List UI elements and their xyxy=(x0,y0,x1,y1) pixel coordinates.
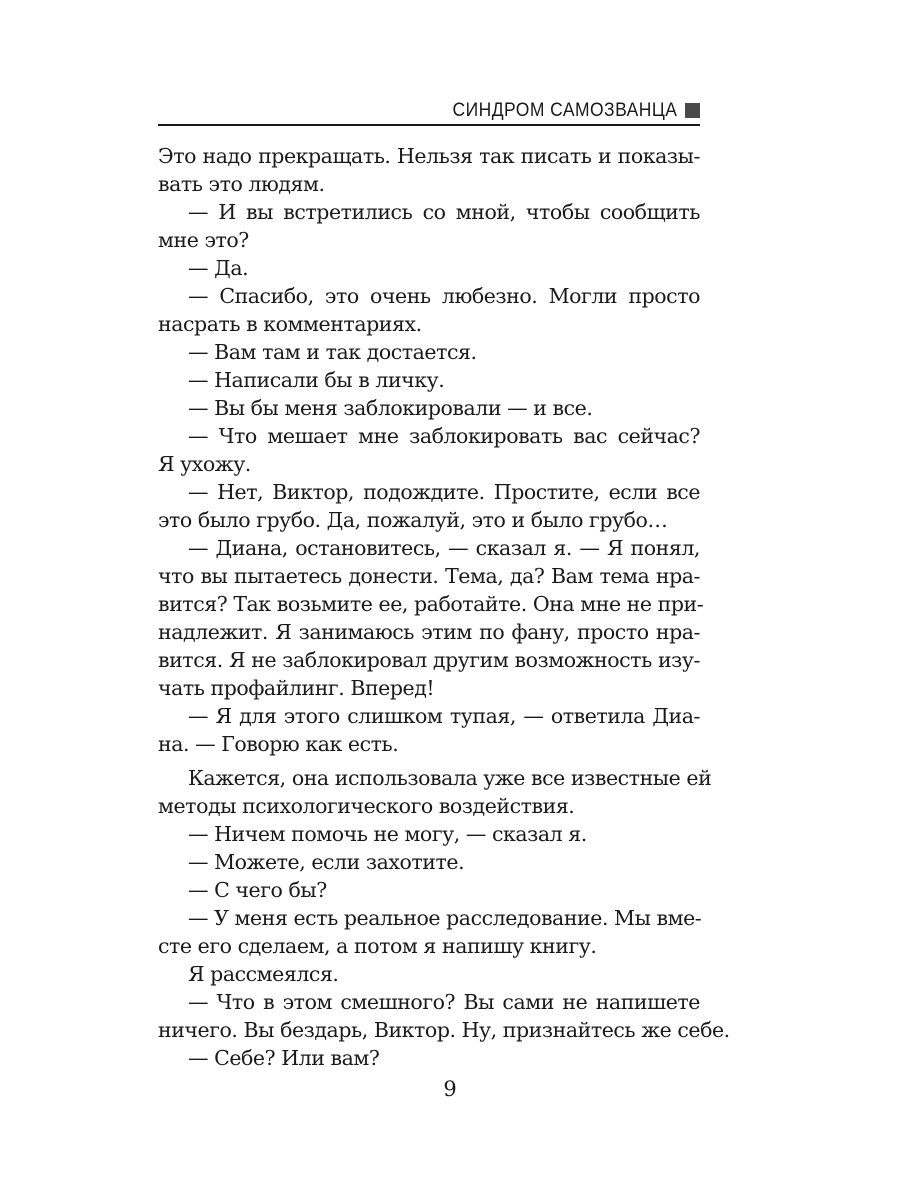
text-line: — Да. xyxy=(188,256,249,280)
text-line: надлежит. Я занимаюсь этим по фану, просто нра- xyxy=(158,620,700,644)
text-line: — Вам там и так достается. xyxy=(188,340,477,364)
text-line: — Что мешает мне заблокировать вас сейчас? xyxy=(188,424,700,448)
text-line: что вы пытаетесь донести. Тема, да? Вам тема нра- xyxy=(158,564,700,588)
running-header xyxy=(158,98,700,126)
text-line: на. — Говорю как есть. xyxy=(158,732,399,756)
text-line: Кажется, она использовала уже все известные ей xyxy=(188,766,712,790)
text-line: сте его сделаем, а потом я напишу книгу. xyxy=(158,934,597,958)
text-line: — Нет, Виктор, подождите. Простите, если все xyxy=(188,480,700,504)
body-text xyxy=(158,142,730,1072)
text-line: — И вы встретились со мной, чтобы сообщить xyxy=(188,200,700,224)
text-line: — С чего бы? xyxy=(188,878,327,902)
text-line: — Диана, остановитесь, — сказал я. — Я понял, xyxy=(188,536,700,560)
text-line: это было грубо. Да, пожалуй, это и было грубо… xyxy=(158,508,668,532)
page-number: 9 xyxy=(443,1077,457,1101)
text-line: — Что в этом смешного? Вы сами не напишете xyxy=(188,990,700,1014)
running-header-title: СИНДРОМ САМОЗВАНЦА xyxy=(452,100,677,121)
square-icon xyxy=(685,103,700,118)
text-line: Это надо прекращать. Нельзя так писать и показы- xyxy=(158,144,700,168)
text-line: — У меня есть реальное расследование. Мы вме- xyxy=(188,906,702,930)
text-line: — Написали бы в личку. xyxy=(188,368,445,392)
text-line: — Ничем помочь не могу, — сказал я. xyxy=(188,822,587,846)
text-line: вится? Так возьмите ее, работайте. Она мне не при- xyxy=(158,592,704,616)
text-line: мне это? xyxy=(158,228,249,252)
text-line: методы психологического воздействия. xyxy=(158,794,575,818)
text-line: вится. Я не заблокировал другим возможность изу- xyxy=(158,648,700,672)
text-line: — Можете, если захотите. xyxy=(188,850,465,874)
text-line: чать профайлинг. Вперед! xyxy=(158,676,435,700)
text-line: — Вы бы меня заблокировали — и все. xyxy=(188,396,593,420)
text-line: Я ухожу. xyxy=(158,452,251,476)
text-line: ничего. Вы бездарь, Виктор. Ну, признайтесь же себе. xyxy=(158,1018,730,1042)
text-line: Я рассмеялся. xyxy=(188,962,339,986)
text-line: — Себе? Или вам? xyxy=(188,1046,380,1070)
text-line: вать это людям. xyxy=(158,172,325,196)
text-line: — Спасибо, это очень любезно. Могли просто xyxy=(188,284,700,308)
text-line: — Я для этого слишком тупая, — ответила Диа- xyxy=(188,704,700,728)
text-line: насрать в комментариях. xyxy=(158,312,422,336)
